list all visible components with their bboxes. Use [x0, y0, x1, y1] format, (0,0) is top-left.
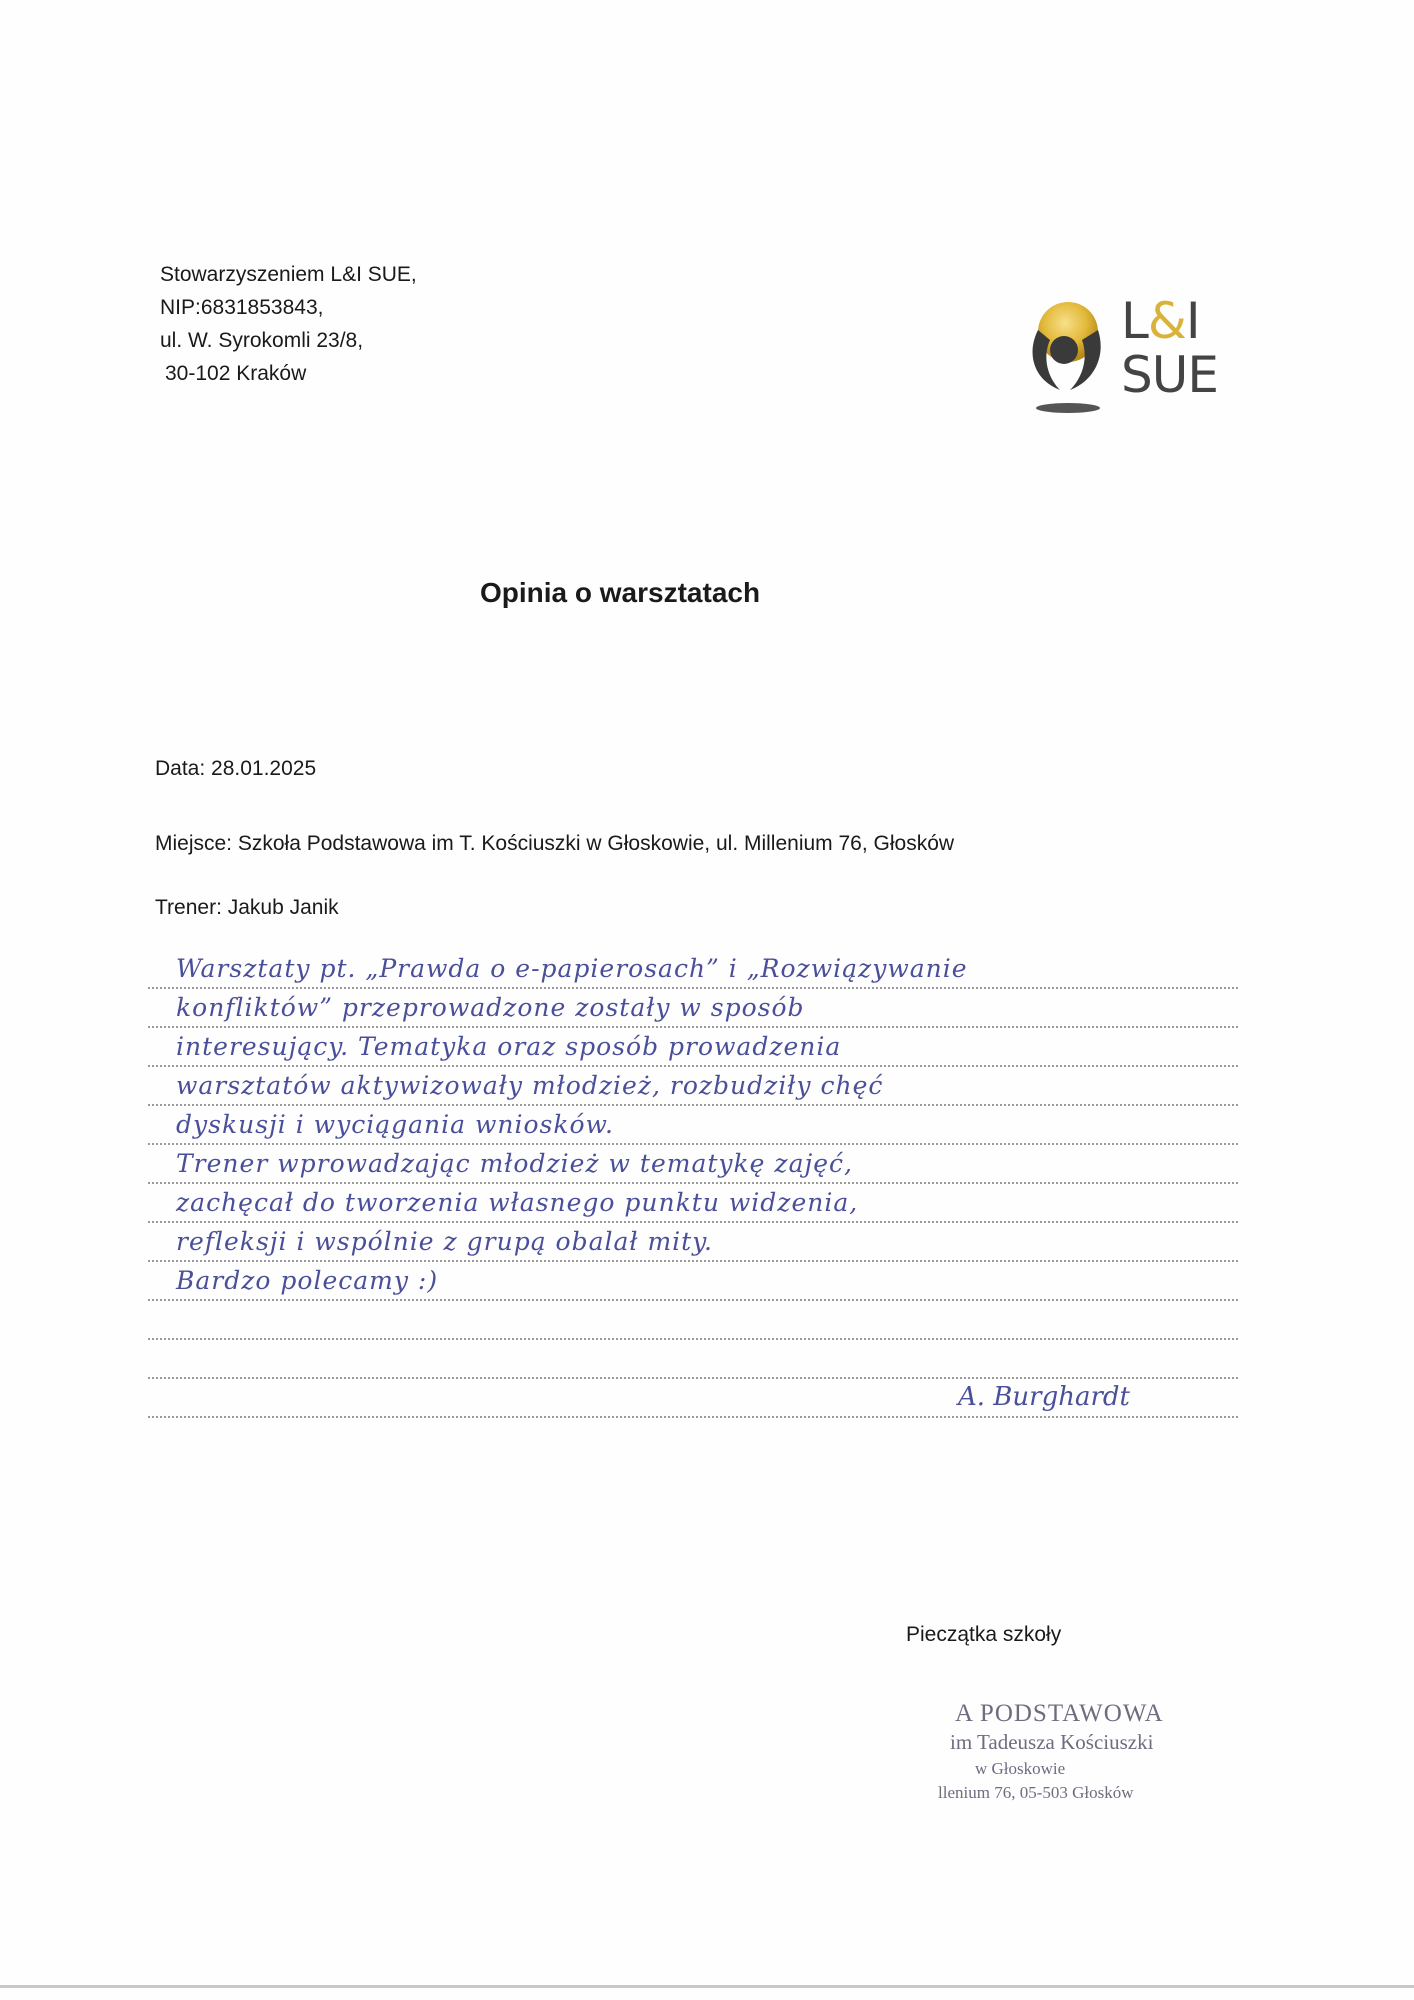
opinion-line — [148, 1301, 1238, 1340]
scan-edge — [0, 1985, 1414, 1988]
opinion-line: refleksji i wspólnie z grupą obalał mity. — [148, 1223, 1238, 1262]
logo-emblem-icon — [1008, 292, 1118, 422]
opinion-line: zachęcał do tworzenia własnego punktu widzenia, — [148, 1184, 1238, 1223]
organization-nip: NIP:6831853843, — [160, 296, 324, 319]
opinion-line: Bardzo polecamy :) — [148, 1262, 1238, 1301]
opinion-line: warsztatów aktywizowały młodzież, rozbudziły chęć — [148, 1067, 1238, 1106]
opinion-line: dyskusji i wyciągania wniosków. — [148, 1106, 1238, 1145]
signature: A. Burghardt — [958, 1382, 1130, 1412]
organization-city: 30-102 Kraków — [165, 362, 307, 385]
stamp-line-1: A PODSTAWOWA — [955, 1700, 1164, 1727]
organization-name: Stowarzyszeniem L&I SUE, — [160, 263, 417, 286]
logo-wordmark: L&I SUE — [1121, 292, 1218, 404]
date-field: Data: 28.01.2025 — [155, 757, 317, 780]
stamp-line-3: w Głoskowie — [975, 1759, 1066, 1778]
organization-address — [160, 258, 417, 390]
opinion-line: Trener wprowadzając młodzież w tematykę zajęć, — [148, 1145, 1238, 1184]
stamp-line-2: im Tadeusza Kościuszki — [950, 1730, 1154, 1754]
organization-street: ul. W. Syrokomli 23/8, — [160, 329, 364, 352]
page-title: Opinia o warsztatach — [480, 577, 761, 608]
opinion-line: Warsztaty pt. „Prawda o e-papierosach” i „Rozwiązywanie — [148, 950, 1238, 989]
stamp-line-4: llenium 76, 05-503 Głosków — [938, 1783, 1134, 1802]
opinion-line: interesujący. Tematyka oraz sposób prowadzenia — [148, 1028, 1238, 1067]
opinion-line — [148, 1340, 1238, 1379]
signature-line — [148, 1379, 1238, 1418]
place-field: Miejsce: Szkoła Podstawowa im T. Kościuszki w Głoskowie, ul. Millenium 76, Głosków — [155, 832, 955, 855]
li-sue-logo — [1008, 292, 1228, 422]
school-stamp-label: Pieczątka szkoły — [906, 1623, 1062, 1646]
trainer-field: Trener: Jakub Janik — [155, 896, 339, 919]
school-stamp — [935, 1700, 1195, 1803]
handwritten-opinion — [148, 950, 1238, 1418]
opinion-line: konfliktów” przeprowadzone zostały w sposób — [148, 989, 1238, 1028]
